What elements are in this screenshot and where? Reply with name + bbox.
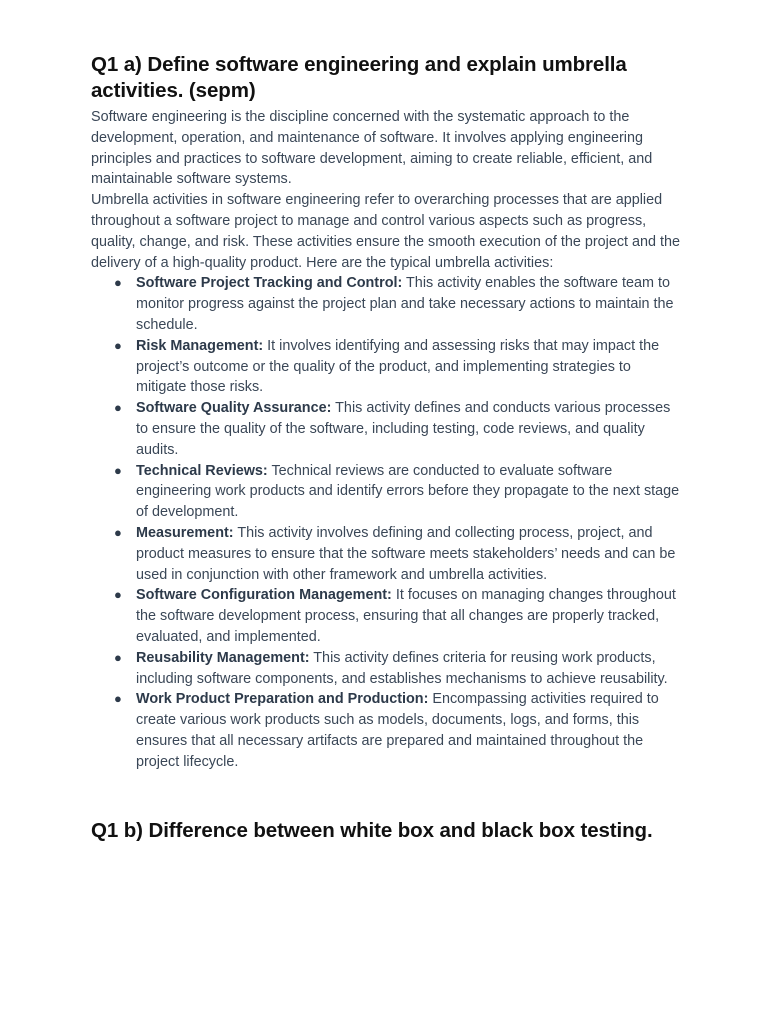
- activity-term: Reusability Management:: [136, 649, 310, 666]
- question-1b-heading: Q1 b) Difference between white box and black box testing.: [91, 818, 653, 842]
- list-item: [114, 585, 681, 647]
- bullet-icon: ●: [114, 275, 122, 291]
- list-item: [114, 461, 681, 523]
- bullet-icon: ●: [114, 691, 122, 707]
- activity-description: It involves identifying and assessing risks that may impact the project’s outcome or the quality of the product, and implementing strategies to mitigate those risks.: [136, 337, 660, 396]
- activity-term: Software Configuration Management:: [136, 587, 392, 604]
- list-item: [114, 398, 681, 460]
- activity-term: Software Project Tracking and Control:: [136, 275, 403, 292]
- activity-description: This activity involves defining and collecting process, project, and product measures to ensure that the software meets stakeholders’ needs and can be used in conjunction with other framework and umbrella activities.: [136, 524, 676, 583]
- list-item: [114, 523, 681, 585]
- activity-description: Technical reviews are conducted to evaluate software engineering work products and identify errors before they propagate to the next stage of development.: [136, 462, 680, 521]
- bullet-icon: ●: [114, 337, 122, 353]
- umbrella-intro-paragraph: Umbrella activities in software engineering refer to overarching processes that are applied throughout a software project to manage and control various aspects such as progress, quality, change, and risk. These activities ensure the smooth execution of the project and the delivery of a high-quality product. Here are the typical umbrella activities:: [91, 192, 681, 271]
- activity-description: It focuses on managing changes throughout the software development process, ensuring that all changes are properly tracked, evaluated, and implemented.: [136, 587, 676, 645]
- activity-term: Software Quality Assurance:: [136, 400, 332, 417]
- activity-description: This activity enables the software team to monitor progress against the project plan and take necessary actions to maintain the schedule.: [136, 275, 674, 333]
- question-1a-heading: Q1 a) Define software engineering and explain umbrella activities. (sepm): [91, 53, 627, 102]
- bullet-icon: ●: [114, 649, 122, 665]
- list-item: [114, 336, 681, 398]
- umbrella-activities-list: [91, 273, 681, 772]
- activity-term: Risk Management:: [136, 337, 264, 354]
- activity-description: This activity defines and conducts various processes to ensure the quality of the software, including testing, code reviews, and quality audits.: [136, 400, 671, 458]
- activity-description: Encompassing activities required to create various work products such as models, documents, logs, and forms, this ensures that all necessary artifacts are prepared and maintained throughout the project lifecycle.: [136, 691, 659, 770]
- activity-term: Work Product Preparation and Production:: [136, 691, 429, 708]
- definition-paragraph: Software engineering is the discipline concerned with the systematic approach to the development, operation, and maintenance of software. It involves applying engineering principles and practices to software development, aiming to create reliable, efficient, and maintainable software systems.: [91, 109, 653, 188]
- list-item: [114, 689, 681, 772]
- activity-term: Technical Reviews:: [136, 462, 268, 479]
- activity-term: Measurement:: [136, 524, 234, 541]
- document-page: [91, 52, 681, 844]
- activity-description: This activity defines criteria for reusing work products, including software components, and establishes mechanisms to achieve reusability.: [136, 649, 668, 687]
- bullet-icon: ●: [114, 400, 122, 416]
- bullet-icon: ●: [114, 587, 122, 603]
- list-item: [114, 273, 681, 335]
- bullet-icon: ●: [114, 462, 122, 478]
- list-item: [114, 648, 681, 690]
- bullet-icon: ●: [114, 524, 122, 540]
